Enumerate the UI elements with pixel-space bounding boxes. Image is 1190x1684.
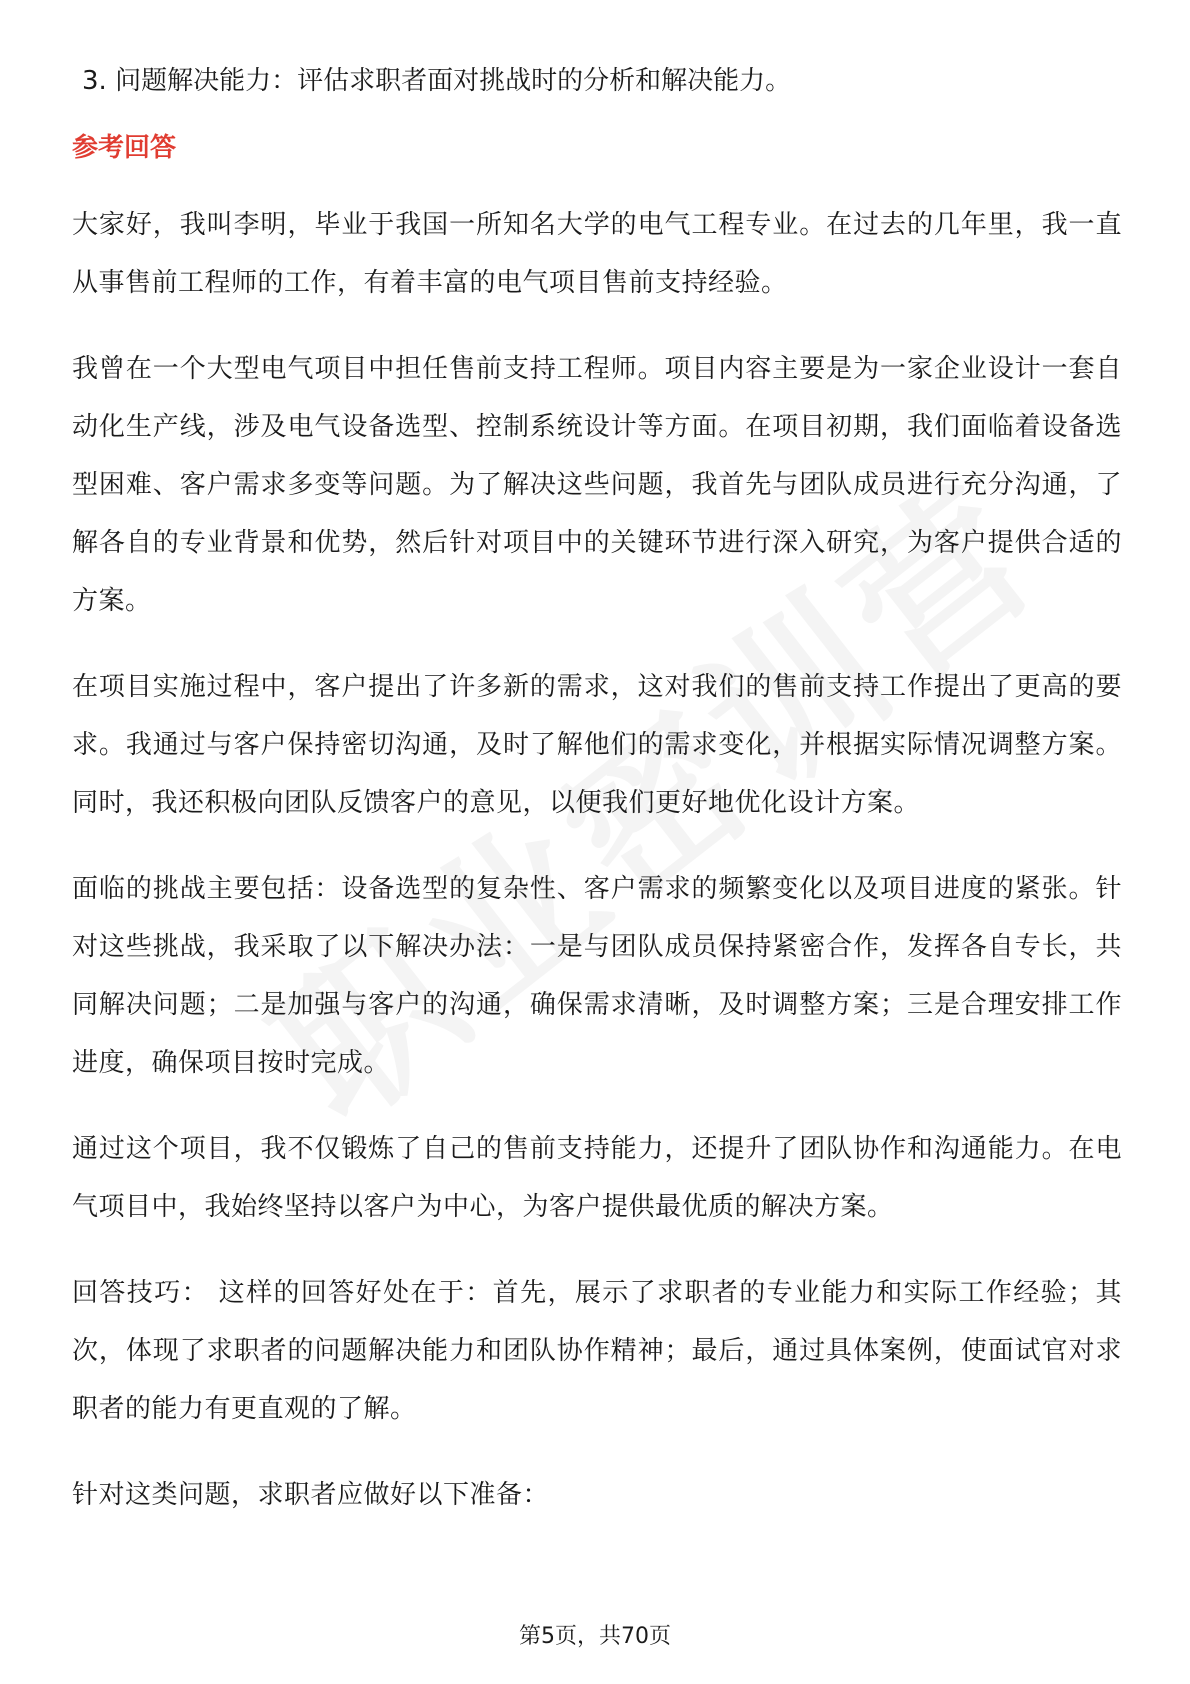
paragraph-answer-tips: 回答技巧： 这样的回答好处在于：首先，展示了求职者的专业能力和实际工作经验；其次，体现了求职者的问题解决能力和团队协作精神；最后，通过具体案例，使面试官对求职者的能力有更直观的了解。 [72, 1278, 1122, 1424]
page-number-footer: 第5页，共70页 [519, 1624, 671, 1649]
paragraph-implementation: 在项目实施过程中，客户提出了许多新的需求，这对我们的售前支持工作提出了更高的要求。我通过与客户保持密切沟通，及时了解他们的需求变化，并根据实际情况调整方案。同时，我还积极向团队反馈客户的意见，以便我们更好地优化设计方案。 [72, 672, 1122, 818]
paragraph-challenges: 面临的挑战主要包括：设备选型的复杂性、客户需求的频繁变化以及项目进度的紧张。针对这些挑战，我采取了以下解决办法：一是与团队成员保持紧密合作，发挥各自专长，共同解决问题；二是加强与客户的沟通，确保需求清晰，及时调整方案；三是合理安排工作进度，确保项目按时完成。 [72, 874, 1122, 1078]
paragraph-summary: 通过这个项目，我不仅锻炼了自己的售前支持能力，还提升了团队协作和沟通能力。在电气项目中，我始终坚持以客户为中心，为客户提供最优质的解决方案。 [72, 1134, 1122, 1222]
section-heading-reference-answer: 参考回答 [72, 133, 177, 163]
list-item-problem-solving: 3. 问题解决能力：评估求职者面对挑战时的分析和解决能力。 [82, 66, 792, 96]
paragraph-preparation: 针对这类问题，求职者应做好以下准备： [72, 1480, 550, 1510]
document-page [72, 52, 1122, 1552]
paragraph-intro: 大家好，我叫李明，毕业于我国一所知名大学的电气工程专业。在过去的几年里，我一直从事售前工程师的工作，有着丰富的电气项目售前支持经验。 [72, 210, 1122, 298]
paragraph-project: 我曾在一个大型电气项目中担任售前支持工程师。项目内容主要是为一家企业设计一套自动化生产线，涉及电气设备选型、控制系统设计等方面。在项目初期，我们面临着设备选型困难、客户需求多变等问题。为了解决这些问题，我首先与团队成员进行充分沟通，了解各自的专业背景和优势，然后针对项目中的关键环节进行深入研究，为客户提供合适的方案。 [72, 354, 1122, 616]
